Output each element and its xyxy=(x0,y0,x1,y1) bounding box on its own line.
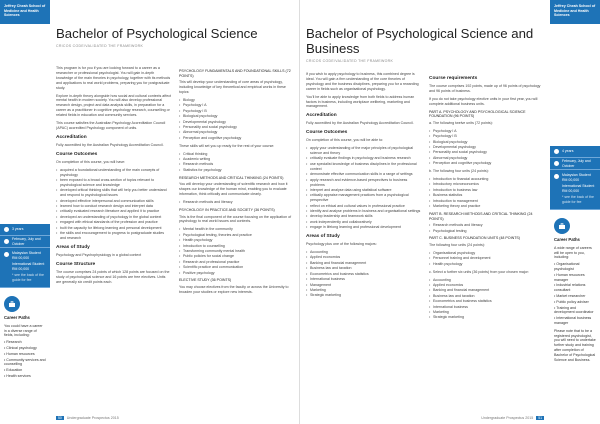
paragraph: These skills will set you up ready for the rest of your course: xyxy=(179,143,275,148)
unit-list xyxy=(179,98,294,141)
list-item: • acquired a foundational understanding of the main concepts of psychology xyxy=(56,168,171,178)
list-item: • Research and professional practice xyxy=(179,260,294,265)
fee-block xyxy=(550,170,600,210)
subsection-heading: PSYCHOLOGY FUNDAMENTALS AND FOUNDATIONAL SKILLS (72 POINTS) xyxy=(179,69,291,78)
right-sidebar xyxy=(550,0,600,424)
list-item: • Psychology I A xyxy=(429,129,544,134)
paragraph: You will develop your understanding of scientific research and how it shapes our knowledge of the human mind, enabling you to evaluate information, think critically and communicate clearly. xyxy=(179,182,288,197)
list-item: • critically evaluated research literature and applied it to practice xyxy=(56,209,171,214)
paragraph: You may choose electives from the faculty or across the University to broaden your studies or explore new interests. xyxy=(179,285,289,294)
paragraph: c. Select a further six units (36 points) from your chosen major: xyxy=(429,269,529,274)
subsection-heading: ELECTIVE STUDY (36 POINTS) xyxy=(179,278,232,283)
list-item: • the skills and encouragement to progress to postgraduate studies and research xyxy=(56,231,171,241)
list-item: • Business law and taxation xyxy=(306,266,421,271)
paragraph: The course comprises 192 points, made up of 96 points of psychology and 96 points of business. xyxy=(429,84,541,93)
career-title: Career Paths xyxy=(4,315,30,320)
list-item: • work independently and collaboratively xyxy=(306,220,421,225)
list-item: • Business law and taxation xyxy=(429,294,544,299)
list-item: • Accounting xyxy=(429,278,544,283)
list-item: • Marketing xyxy=(306,288,421,293)
list-item: • Biological psychology xyxy=(179,114,294,119)
brand-line2: Medicine and Health Sciences xyxy=(4,8,39,18)
page-number: 51 xyxy=(538,416,542,420)
section-heading: Course requirements xyxy=(429,76,478,81)
list-item: • Accounting xyxy=(306,250,421,255)
paragraph: b. The following four units (24 points): xyxy=(429,169,489,174)
list-item: • Transforming community mental health xyxy=(179,249,294,254)
subsection-heading: PART A. PSYCHOLOGY AND PSYCHOLOGICAL SCIENCE FOUNDATION (96 POINTS) xyxy=(429,109,526,119)
list-item: • Health psychology xyxy=(179,238,294,243)
list-item: • Econometrics and business statistics xyxy=(429,299,544,304)
list-item: • Developmental psychology xyxy=(429,145,544,150)
list-item: • Abnormal psychology xyxy=(179,130,294,135)
campus1-fee: RM 00,000 xyxy=(562,177,580,182)
left-content xyxy=(50,0,300,424)
career-icon xyxy=(4,296,20,312)
list-item: • Econometrics and business statistics xyxy=(306,272,421,277)
structure-text: The course comprises 24 points of which 128 points are focused on the study of psychological science and 16 points are free electives. Units are generally six credit points each. xyxy=(56,269,170,284)
list-item: • Banking and financial management xyxy=(306,261,421,266)
list-item: • Abnormal psychology xyxy=(429,156,544,161)
list-item: • demonstrate effective communication skills in a range of settings xyxy=(306,172,421,177)
right-page xyxy=(300,0,600,424)
intake-block xyxy=(0,236,50,248)
campus1-fee: RM 00,000 xyxy=(12,255,30,260)
career-list xyxy=(4,340,46,379)
career-title: Career Paths xyxy=(554,237,580,242)
list-item: • Biology xyxy=(179,98,294,103)
list-item: • developed critical thinking skills that will help you better understand and respond to psychological issues xyxy=(56,188,171,198)
list-item: • learned how to conduct research design and interpret data xyxy=(56,204,171,209)
list-item: • Introduction to financial accounting xyxy=(429,177,544,182)
list-item: • engage in lifelong learning and professional development xyxy=(306,225,421,230)
list-item: • built the capacity for lifelong learning and personal development xyxy=(56,226,171,231)
list-item: • Psychological testing xyxy=(429,229,544,234)
duration-block xyxy=(0,224,50,236)
duration: 3 years xyxy=(12,227,24,232)
career-item: • Education xyxy=(4,368,23,373)
list-item: • Strategic marketing xyxy=(306,293,421,298)
list-item: • Scientific practice and communication xyxy=(179,265,294,270)
list-item: • developed an understanding of psychology in the global context xyxy=(56,215,171,220)
clock-icon xyxy=(4,227,9,232)
brand-line2: Medicine and Health Sciences xyxy=(554,8,589,18)
left-col2 xyxy=(179,66,294,298)
list-item: • Public policies for social change xyxy=(179,254,294,259)
brand-block xyxy=(550,0,600,24)
brand-line1: Jeffrey Cheah School of xyxy=(4,4,46,8)
list-item: • Psychology I B xyxy=(429,134,544,139)
outcomes-list xyxy=(56,168,171,241)
career-item: • Research xyxy=(4,340,22,345)
list-item: • Introduction to management xyxy=(429,199,544,204)
list-item: • Perception and cognitive psychology xyxy=(429,161,544,166)
subsection-heading: PART C. BUSINESS FOUNDATION UNITS (48 POINTS) xyxy=(429,236,520,241)
paragraph: a. The following twelve units (72 points): xyxy=(429,120,493,125)
career-paths xyxy=(0,288,50,388)
list-item: • developed effective interpersonal and communication skills xyxy=(56,199,171,204)
career-paths xyxy=(550,210,600,370)
right-content xyxy=(300,0,550,424)
left-columns xyxy=(56,66,294,298)
right-col1 xyxy=(306,72,421,323)
career-item: • Training and development coordinator xyxy=(554,305,594,315)
majors-list xyxy=(306,250,421,298)
career-intro: You could have a career in a diverse range of fields, including: xyxy=(4,323,43,338)
section-heading: Course Outcomes xyxy=(306,130,348,136)
list-item: • Psychological testing, theories and practice xyxy=(179,233,294,238)
section-heading: Areas of Study xyxy=(56,244,90,250)
fee-icon xyxy=(554,174,559,179)
subsection-heading: PSYCHOLOGY IN PRACTICE AND SOCIETY (36 POINTS) xyxy=(179,207,275,212)
intro-paragraph: If you wish to apply psychology to business, this combined degree is ideal. You will gain a firm understanding of the core theories of psychology and the business disciplines, preparing you for a rewarding career in fields such as organisational psychology. xyxy=(306,72,419,91)
study-text: Psychology and Psychophysiology in a global context xyxy=(56,252,142,257)
list-item: • International business xyxy=(429,305,544,310)
intro-paragraph: This course satisfies the Australian Psychology Accreditation Council (APAC) accredited Psychology component of units. xyxy=(56,121,166,130)
list-item: • Biological psychology xyxy=(429,140,544,145)
list-item: • Personnel training and development xyxy=(429,256,544,261)
campus2-label: International Student xyxy=(562,184,595,188)
career-list xyxy=(554,262,596,326)
page-subtitle: CRICOS CODE/VALIDATED THE FRAMEWORK xyxy=(306,59,394,63)
list-item: • Research methods and literacy xyxy=(179,200,294,205)
subsection-heading: RESEARCH METHODS AND CRITICAL THINKING (24 POINTS) xyxy=(179,175,284,180)
fee-note: * see the back of the guide for fee xyxy=(12,273,44,282)
unit-list xyxy=(429,223,544,233)
campus1-label: Malaysian Student xyxy=(12,251,41,255)
career-intro: A wide range of careers will be open to you, including: xyxy=(554,245,592,260)
list-item: • Psychology I B xyxy=(179,109,294,114)
list-item: • apply your understanding of the major principles of psychological science and theory xyxy=(306,146,421,156)
study-intro: Psychology plus one of the following majors: xyxy=(306,242,377,247)
list-item: • Research methods and literacy xyxy=(429,223,544,228)
fee-note: * see the back of the guide for fee xyxy=(562,195,594,204)
career-item: • Market researcher xyxy=(554,293,586,298)
unit-list xyxy=(179,200,294,205)
career-item: • Clinical psychology xyxy=(4,345,37,350)
list-item: • Applied economics xyxy=(429,283,544,288)
list-item: • Strategic marketing xyxy=(429,315,544,320)
left-col1 xyxy=(56,66,171,298)
page-subtitle: CRICOS CODE/VALIDATED THE FRAMEWORK xyxy=(56,44,144,48)
unit-list xyxy=(429,251,544,267)
duration-block xyxy=(550,146,600,158)
career-item: • Human resources manager xyxy=(554,272,585,282)
list-item: • Psychology I A xyxy=(179,103,294,108)
career-note: Please note that to be a registered psychologist, you will need to undertake further study and training after completion of Bachelor of Psychological Science and Business. xyxy=(554,328,596,362)
list-item: • Introduction to counselling xyxy=(179,244,294,249)
list-item: • develop leadership and teamwork skills xyxy=(306,214,421,219)
list-item: • Personality and social psychology xyxy=(179,125,294,130)
brand-block xyxy=(0,0,50,24)
list-item: • Academic writing xyxy=(179,157,294,162)
list-item: • Health psychology xyxy=(429,262,544,267)
list-item: • Personality and social psychology xyxy=(429,150,544,155)
accreditation-text: Fully accredited by the Australian Psychology Accreditation Council. xyxy=(306,121,414,126)
list-item: • Mental health in the community xyxy=(179,227,294,232)
right-footer xyxy=(481,416,544,420)
section-heading: Accreditation xyxy=(56,134,87,140)
outcomes-intro: On completion of this course, you will have: xyxy=(56,159,126,164)
intro-paragraph: Explore in-depth theory alongside how social and cultural contexts affect mental health in modern society. You will also develop professional research design, project and data analysis skills, in preparation for a career as a practitioner in cognitive psychology research, counselling or related fields in education and community services. xyxy=(56,93,172,118)
list-item: • use specialist knowledge of business disciplines in the professional context xyxy=(306,162,421,172)
campus2-fee: RM 00,000 xyxy=(562,188,580,193)
career-icon xyxy=(554,218,570,234)
unit-list xyxy=(179,227,294,275)
list-item: • interpret and analyse data using statistical software xyxy=(306,188,421,193)
duration: 4 years xyxy=(562,149,574,154)
list-item: • Marketing theory and practice xyxy=(429,204,544,209)
career-item: • International business manager xyxy=(554,316,592,325)
fee-block xyxy=(0,248,50,288)
list-item: • Developmental psychology xyxy=(179,120,294,125)
left-sidebar xyxy=(0,0,50,424)
career-item: • Public policy adviser xyxy=(554,299,589,304)
list-item: • Perception and cognitive psychology xyxy=(179,136,294,141)
list-item: • Banking and financial management xyxy=(429,288,544,293)
list-item: • Business statistics xyxy=(429,193,544,198)
right-columns xyxy=(306,72,544,323)
paragraph: This is the final component of the course focusing on the application of psychology to real world issues and contexts. xyxy=(179,214,292,224)
page-title: Bachelor of Psychological Science and Business xyxy=(306,26,534,56)
subsection-heading: PART B. RESEARCH METHODS AND CRITICAL THINKING (24 POINTS) xyxy=(429,211,533,221)
intake-block xyxy=(550,158,600,170)
unit-list xyxy=(179,152,294,173)
list-item: • International business xyxy=(306,277,421,282)
clock-icon xyxy=(554,149,559,154)
list-item: • apply research and evidence-based perspectives to business problems xyxy=(306,178,421,188)
section-heading: Accreditation xyxy=(306,113,337,119)
intro-paragraph: You'll be able to apply knowledge from both fields to address human factors in business, including workplace wellbeing, marketing and management. xyxy=(306,94,415,109)
accreditation-text: Fully accredited by the Australian Psychology Accreditation Council. xyxy=(56,142,164,147)
list-item: • engaged with ethical standards of the profession and practice xyxy=(56,220,171,225)
paragraph: The following four units (24 points): xyxy=(429,243,485,247)
footer-text: Undergraduate Prospectus 2015 xyxy=(481,416,534,420)
list-item: • Management xyxy=(306,283,421,288)
unit-list xyxy=(429,129,544,166)
career-item: • Industrial relations consultant xyxy=(554,283,586,293)
list-item: • Critical thinking xyxy=(179,152,294,157)
fee-icon xyxy=(4,252,9,257)
career-item: • Human resources xyxy=(4,351,35,356)
section-heading: Areas of Study xyxy=(306,234,340,240)
calendar-icon xyxy=(554,161,559,166)
intake: February, July and October xyxy=(562,159,591,168)
page-number: 50 xyxy=(58,416,62,420)
outcomes-intro: On completion of this course, you will be able to: xyxy=(306,138,384,143)
list-item: • been exposed to a broad cross-section of topics relevant to psychological science and knowledge xyxy=(56,178,171,188)
list-item: • Statistics for psychology xyxy=(179,168,294,173)
paragraph: This will develop your understanding of core areas of psychology, including knowledge of key theoretical and empirical works in these topics: xyxy=(179,80,286,94)
list-item: • Organisational psychology xyxy=(429,251,544,256)
unit-list xyxy=(429,278,544,321)
list-item: • Applied economics xyxy=(306,255,421,260)
list-item: • Marketing xyxy=(429,310,544,315)
calendar-icon xyxy=(4,239,9,244)
outcomes-list xyxy=(306,146,421,230)
paragraph: If you do not take psychology elective units in your first year, you will complete additional business units. xyxy=(429,96,538,106)
section-heading: Course Outcomes xyxy=(56,151,98,157)
career-item: • Community services and counselling xyxy=(4,357,46,367)
intake: February, July and October xyxy=(12,237,41,246)
unit-list xyxy=(429,177,544,209)
career-item: • Health services xyxy=(4,373,31,378)
page-title: Bachelor of Psychological Science xyxy=(56,26,258,41)
brand-line1: Jeffrey Cheah School of xyxy=(554,4,596,8)
list-item: • critically appraise management practices from a psychological perspective xyxy=(306,193,421,203)
list-item: • identify and analyse problems in business and organisational settings xyxy=(306,209,421,214)
campus2-label: International Student xyxy=(12,262,45,266)
section-heading: Course Structure xyxy=(56,261,96,267)
campus1-label: Malaysian Student xyxy=(562,173,591,177)
list-item: • Introduction to business law xyxy=(429,188,544,193)
career-item: • Organisational psychologist xyxy=(554,262,580,271)
list-item: • Introductory microeconomics xyxy=(429,182,544,187)
list-item: • Positive psychology xyxy=(179,271,294,276)
list-item: • reflect on ethical and cultural values in professional practice xyxy=(306,204,421,209)
right-col2 xyxy=(429,72,544,323)
campus2-fee: RM 00,000 xyxy=(12,266,30,271)
list-item: • Research methods xyxy=(179,162,294,167)
list-item: • critically evaluate findings in psychology and business research xyxy=(306,156,421,161)
intro-paragraph: This program is for you if you are looking forward to a career as a researcher or professional psychologist. You will gain in-depth knowledge of the main theories in psychology, together with its methods and applications to real world problems, preparing you for postgraduate study. xyxy=(56,66,171,90)
left-footer xyxy=(56,416,119,420)
footer-text: Undergraduate Prospectus 2015 xyxy=(66,416,119,420)
